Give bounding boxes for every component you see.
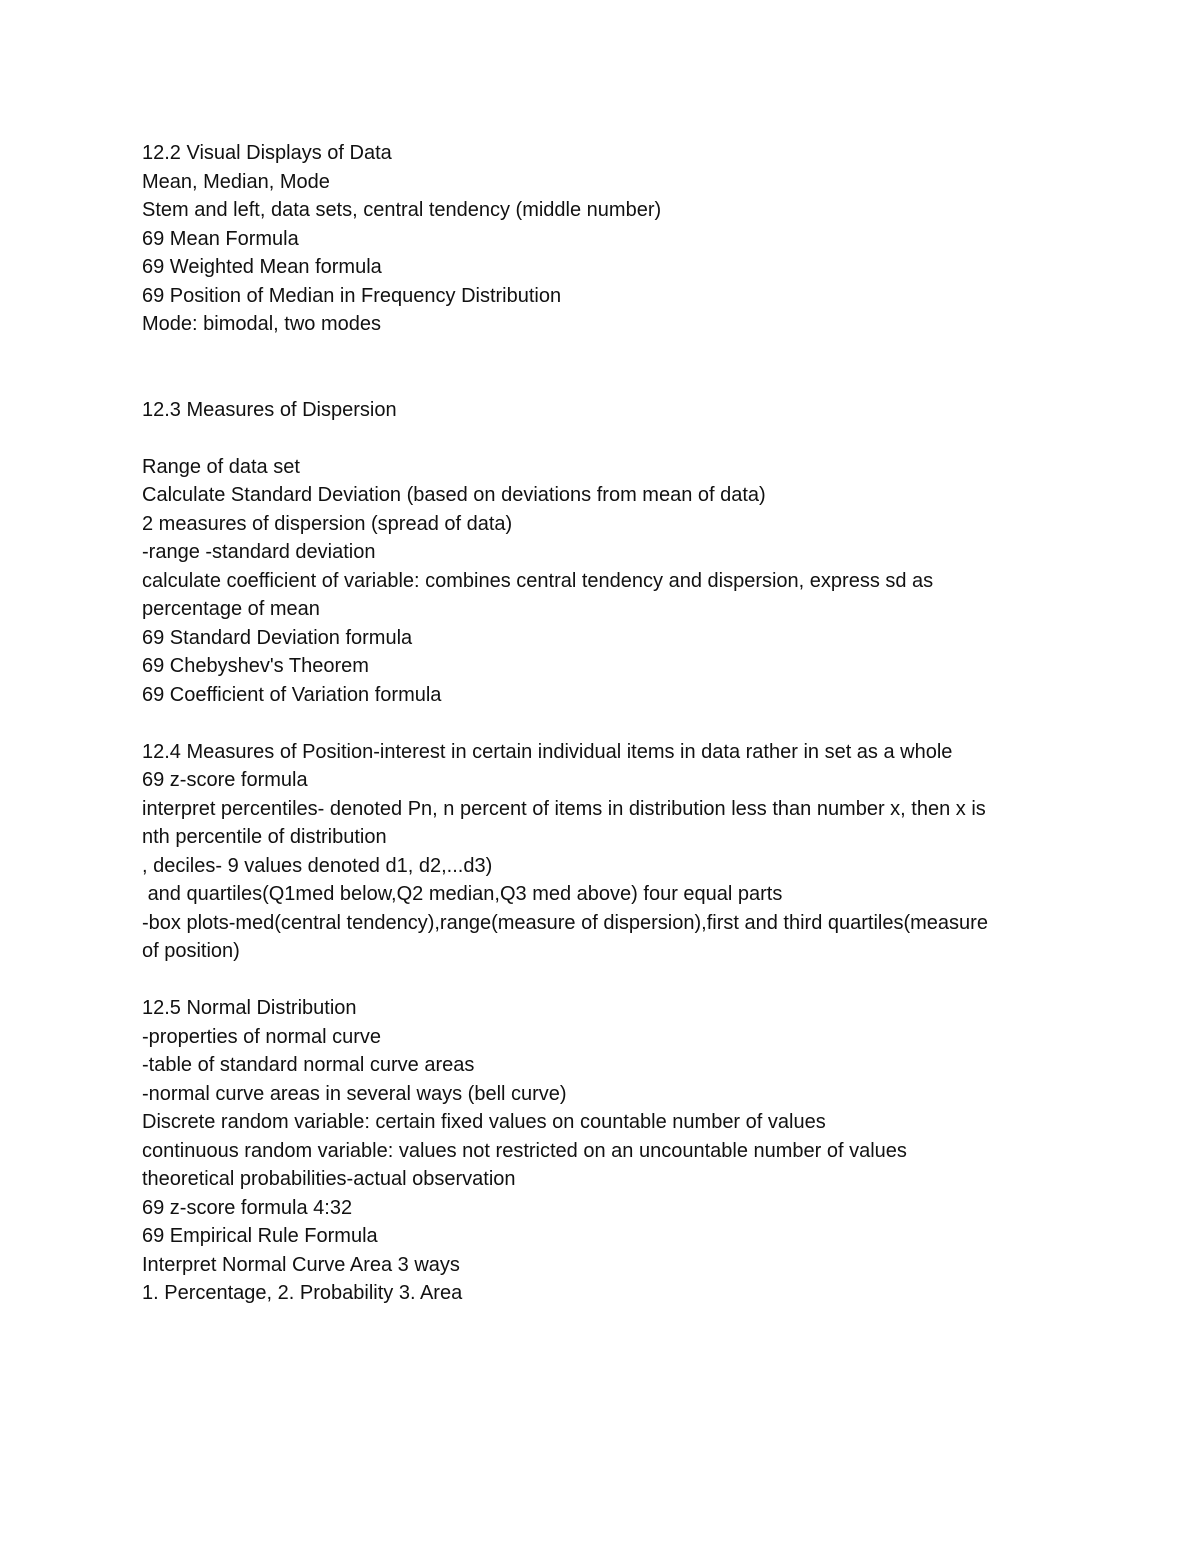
text-line: 69 z-score formula — [142, 769, 308, 791]
blank-line — [142, 367, 1062, 396]
text-line: 2 measures of dispersion (spread of data) — [142, 512, 513, 535]
text-line: of position) — [142, 940, 240, 962]
section-heading-12-4: 12.4 Measures of Position-interest in certain individual items in data rather in set as a whole — [142, 740, 953, 763]
text-line: interpret percentiles- denoted Pn, n percent of items in distribution less than number x, then x is — [142, 797, 986, 820]
text-line: percentage of mean — [142, 598, 320, 620]
section-heading-12-5: 12.5 Normal Distribution — [142, 997, 357, 1019]
section-heading-12-3: 12.3 Measures of Dispersion — [142, 398, 397, 421]
text-line: continuous random variable: values not restricted on an uncountable number of values — [142, 1139, 907, 1162]
section-heading-12-2: 12.2 Visual Displays of Data — [142, 142, 392, 164]
text-line: nth percentile of distribution — [142, 826, 387, 848]
text-line: theoretical probabilities-actual observation — [142, 1168, 516, 1190]
text-line: 69 Coefficient of Variation formula — [142, 683, 442, 706]
blank-line — [142, 339, 1062, 368]
document-body — [142, 139, 1062, 1308]
text-line: 69 Standard Deviation formula — [142, 626, 413, 649]
text-line: -table of standard normal curve areas — [142, 1054, 475, 1076]
blank-line — [142, 709, 1062, 738]
text-line: 69 Empirical Rule Formula — [142, 1225, 378, 1247]
text-line: Calculate Standard Deviation (based on deviations from mean of data) — [142, 484, 766, 506]
text-line: -range -standard deviation — [142, 541, 376, 563]
text-line: , deciles- 9 values denoted d1, d2,...d3) — [142, 854, 493, 877]
text-line: -properties of normal curve — [142, 1025, 381, 1048]
blank-line — [142, 966, 1062, 995]
text-line: Mean, Median, Mode — [142, 170, 330, 193]
text-line: -normal curve areas in several ways (bell curve) — [142, 1082, 567, 1105]
blank-line — [142, 424, 1062, 453]
text-line: 1. Percentage, 2. Probability 3. Area — [142, 1282, 463, 1304]
text-line: and quartiles(Q1med below,Q2 median,Q3 med above) four equal parts — [142, 883, 783, 905]
text-line: Discrete random variable: certain fixed values on countable number of values — [142, 1111, 826, 1133]
text-line: Stem and left, data sets, central tendency (middle number) — [142, 199, 662, 221]
text-line: calculate coefficient of variable: combines central tendency and dispersion, express sd as — [142, 569, 934, 592]
text-line: 69 Position of Median in Frequency Distribution — [142, 284, 562, 307]
text-line: 69 Mean Formula — [142, 227, 299, 250]
text-line: 69 z-score formula 4:32 — [142, 1196, 353, 1219]
text-line: 69 Chebyshev's Theorem — [142, 655, 369, 677]
text-line: Mode: bimodal, two modes — [142, 313, 382, 335]
text-line: -box plots-med(central tendency),range(measure of dispersion),first and third quartiles(measure — [142, 911, 988, 934]
text-line: 69 Weighted Mean formula — [142, 256, 382, 278]
text-line: Range of data set — [142, 455, 300, 478]
text-line: Interpret Normal Curve Area 3 ways — [142, 1253, 460, 1276]
